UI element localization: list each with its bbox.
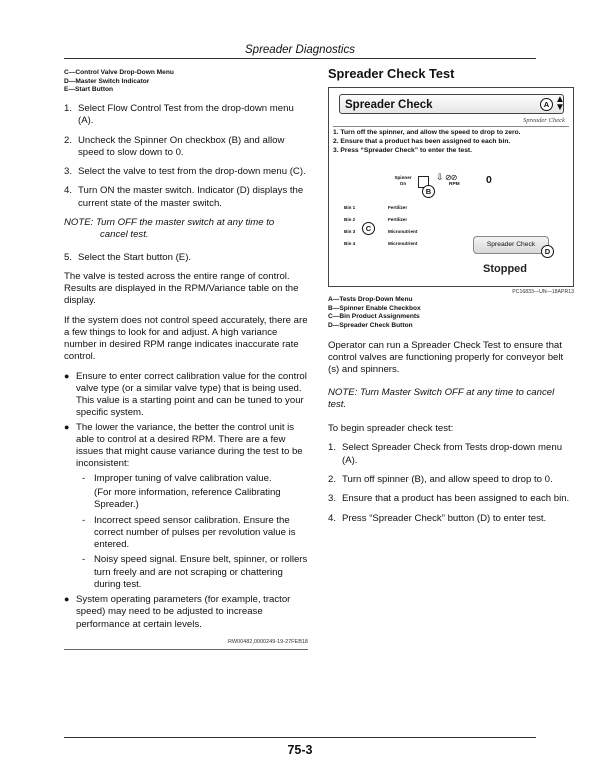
dash-subtext: (For more information, reference Calibrating Spreader.) — [94, 487, 281, 511]
step-item — [64, 252, 308, 264]
step-text: Ensure that a product has been assigned to each bin. — [342, 493, 570, 505]
left-column — [64, 69, 308, 650]
step-text: Select the valve to test from the drop-down menu (C). — [78, 166, 306, 178]
step-text: Uncheck the Spinner On checkbox (B) and allow speed to slow down to 0. — [78, 134, 285, 158]
step-number: 4. — [64, 185, 73, 197]
bullet-item — [64, 594, 308, 631]
bullet-item — [64, 422, 308, 591]
bin-row — [344, 217, 407, 223]
step-item — [328, 442, 574, 467]
dash-icon: - — [82, 554, 86, 566]
results-paragraph: The valve is tested across the entire range of control. Results are displayed in the RPM/Variance table on the display. — [64, 270, 299, 307]
legend-item-a: A—Tests Drop-Down Menu — [328, 296, 413, 304]
bullet-icon: ● — [64, 370, 70, 381]
left-callout-legend — [64, 69, 308, 95]
step-item — [64, 135, 308, 160]
spreader-check-screen-figure — [328, 87, 574, 287]
step-number: 2. — [64, 134, 73, 146]
step-item — [328, 513, 574, 525]
intro-paragraph: Operator can run a Spreader Check Test to ensure that control valves are functioning properly for conveyor belt (s) and spinners. — [328, 339, 564, 376]
step-number: 1. — [328, 442, 337, 454]
cancel-note: NOTE: Turn Master Switch OFF at any time to cancel test. — [328, 386, 555, 410]
instruction-line: 3. Press “Spreader Check” to enter the test. — [333, 146, 473, 154]
dash-item — [82, 473, 308, 512]
right-column — [328, 66, 574, 532]
bullet-item — [64, 371, 308, 420]
step-number: 2. — [328, 473, 337, 485]
bullet-text: System operating parameters (for example, tractor speed) may need to be adjusted to increase performance at certain levels. — [76, 594, 291, 630]
header-divider — [64, 58, 536, 59]
status-text: Stopped — [483, 263, 527, 276]
legend-item-b: B—Spinner Enable Checkbox — [328, 304, 421, 312]
figure-legend — [328, 296, 574, 331]
step-item — [64, 103, 308, 128]
step-number: 5. — [64, 251, 73, 263]
dash-icon: - — [82, 472, 86, 484]
legend-item-c: C—Control Valve Drop-Down Menu — [64, 69, 174, 76]
dash-icon: - — [82, 514, 86, 526]
variance-causes-list — [76, 473, 308, 591]
legend-item-d: D—Spreader Check Button — [328, 322, 413, 330]
figure-id: PC16833—UN—18APR13 — [512, 289, 574, 296]
bullet-icon: ● — [64, 594, 70, 605]
bullet-text: Ensure to enter correct calibration value for the control valve type (or a similar valve type) that is being used. This value is a starting point and can be tuned to your specific system. — [76, 370, 307, 419]
dash-text: Noisy speed signal. Ensure belt, spinner, or rollers turn freely and are not scraping or chattering during test. — [94, 554, 308, 590]
dropdown-label: Spreader Check — [345, 99, 433, 112]
step-number: 3. — [328, 493, 337, 505]
step-item — [328, 474, 574, 486]
bin-row — [344, 241, 417, 247]
rpm-value: 0 — [486, 174, 492, 187]
bin-product: Micronutrient — [388, 229, 418, 235]
begin-text: To begin spreader check test: — [328, 423, 454, 435]
footer-divider — [64, 737, 536, 738]
troubleshooting-bullets — [64, 371, 308, 631]
page-header-title: Spreader Diagnostics — [245, 44, 355, 56]
rpm-label: RPM — [449, 182, 460, 188]
callout-d: D — [541, 245, 554, 258]
callout-b: B — [422, 185, 435, 198]
step-number: 4. — [328, 512, 337, 524]
legend-item-d: D—Master Switch Indicator — [64, 77, 150, 85]
step-text: Press “Spreader Check” button (D) to enter test. — [342, 512, 547, 524]
spinner-speed-icon: ⊘⊘ — [445, 173, 457, 183]
bin-name: Bin 1 — [344, 205, 356, 211]
bullet-text: The lower the variance, the better the control unit is able to control at a desired RPM. There are a few issues that might cause variance during the test to be inconsistent: — [76, 421, 303, 470]
screen-caption: Spreader Check — [522, 117, 565, 125]
dash-text: Incorrect speed sensor calibration. Ensure the correct number of pulses per revolution value is entered. — [94, 514, 296, 551]
callout-a: A — [540, 98, 553, 111]
step-item — [64, 185, 308, 210]
section-end-divider — [64, 649, 308, 650]
document-reference: RW00482,0000249-19-27FEB18 — [227, 638, 308, 645]
step-number: 1. — [64, 103, 73, 115]
step-number: 3. — [64, 166, 73, 178]
flow-control-steps-continued — [64, 252, 308, 264]
instruction-line: 2. Ensure that a product has been assigned to each bin. — [333, 137, 511, 145]
page-number: 75-3 — [287, 743, 313, 757]
bin-row — [344, 205, 407, 211]
spreader-check-steps — [328, 442, 574, 524]
instruction-line: 1. Turn off the spinner, and allow the speed to drop to zero. — [333, 129, 521, 137]
spreader-check-button[interactable]: Spreader Check — [473, 236, 549, 254]
screen-instructions — [333, 129, 569, 155]
callout-c: C — [362, 222, 375, 235]
spinner-on-label: Spinner On — [394, 175, 412, 186]
down-arrow-icon: ⇩ — [436, 172, 444, 183]
master-switch-note — [64, 217, 308, 242]
section-title: Spreader Check Test — [328, 66, 455, 81]
bin-name: Bin 4 — [344, 241, 356, 247]
bin-name: Bin 3 — [344, 229, 356, 235]
step-text: Select the Start button (E). — [78, 251, 192, 263]
step-text: Turn ON the master switch. Indicator (D) displays the current state of the master switch. — [78, 185, 304, 209]
step-text: Turn off spinner (B), and allow speed to drop to 0. — [342, 473, 553, 485]
step-text: Select Flow Control Test from the drop-down menu (A). — [78, 103, 294, 127]
step-item — [64, 166, 308, 178]
note-text-continued: cancel test. — [100, 229, 149, 241]
bin-product: Fertilizer — [388, 205, 408, 211]
up-down-arrows-icon: ▲ ▼ — [555, 94, 565, 114]
tests-dropdown[interactable] — [339, 94, 564, 114]
accuracy-paragraph: If the system does not control speed accurately, there are a few things to look for and adjust. A high variance number in desired RPM range indicates inaccurate rate control. — [64, 314, 308, 363]
bin-product: Fertilizer — [388, 217, 408, 223]
step-item — [328, 493, 574, 505]
step-text: Select Spreader Check from Tests drop-down menu (A). — [342, 442, 563, 466]
screen-divider — [333, 126, 569, 127]
dash-item — [82, 515, 308, 552]
bin-row — [344, 229, 417, 235]
dash-text: Improper tuning of valve calibration value. — [94, 472, 272, 484]
bullet-icon: ● — [64, 421, 70, 432]
legend-item-e: E—Start Button — [64, 86, 114, 94]
legend-item-c: C—Bin Product Assignments — [328, 313, 420, 321]
note-text: NOTE: Turn OFF the master switch at any time to — [64, 216, 275, 228]
bin-name: Bin 2 — [344, 217, 356, 223]
flow-control-steps — [64, 103, 308, 210]
bin-product: Micronutrient — [388, 241, 418, 247]
dash-item — [82, 554, 308, 591]
